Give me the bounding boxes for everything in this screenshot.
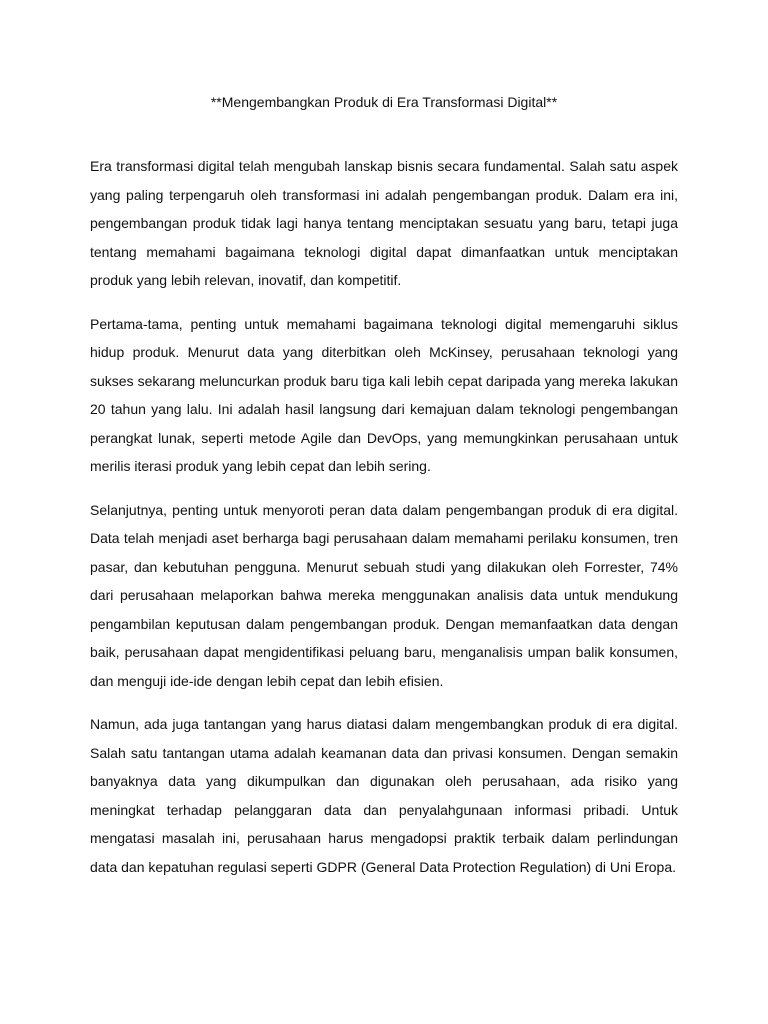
- paragraph-2: Pertama-tama, penting untuk memahami bagaimana teknologi digital memengaruhi siklus hidup produk. Menurut data yang diterbitkan oleh McKinsey, perusahaan teknologi yang sukses sekarang meluncurkan produk baru tiga kali lebih cepat daripada yang mereka lakukan 20 tahun yang lalu. Ini adalah hasil langsung dari kemajuan dalam teknologi pengembangan perangkat lunak, seperti metode Agile dan DevOps, yang memungkinkan perusahaan untuk merilis iterasi produk yang lebih cepat dan lebih sering.: [90, 315, 678, 474]
- document-body: [90, 152, 678, 896]
- document-title: **Mengembangkan Produk di Era Transformasi Digital**: [210, 94, 558, 110]
- paragraph-3: Selanjutnya, penting untuk menyoroti peran data dalam pengembangan produk di era digital. Data telah menjadi aset berharga bagi perusahaan dalam memahami perilaku konsumen, tren pasar, dan kebutuhan pengguna. Menurut sebuah studi yang dilakukan oleh Forrester, 74% dari perusahaan melaporkan bahwa mereka menggunakan analisis data untuk mendukung pengambilan keputusan dalam pengembangan produk. Dengan memanfaatkan data dengan baik, perusahaan dapat mengidentifikasi peluang baru, menganalisis umpan balik konsumen, dan menguji ide-ide dengan lebih cepat dan lebih efisien.: [90, 501, 678, 689]
- paragraph-4: Namun, ada juga tantangan yang harus diatasi dalam mengembangkan produk di era digital. Salah satu tantangan utama adalah keamanan data dan privasi konsumen. Dengan semakin banyaknya data yang dikumpulkan dan digunakan oleh perusahaan, ada risiko yang meningkat terhadap pelanggaran data dan penyalahgunaan informasi pribadi. Untuk mengatasi masalah ini, perusahaan harus mengadopsi praktik terbaik dalam perlindungan data dan kepatuhan regulasi seperti GDPR (General Data Protection Regulation) di Uni Eropa.: [90, 716, 678, 875]
- paragraph-1: Era transformasi digital telah mengubah lanskap bisnis secara fundamental. Salah satu aspek yang paling terpengaruh oleh transformasi ini adalah pengembangan produk. Dalam era ini, pengembangan produk tidak lagi hanya tentang menciptakan sesuatu yang baru, tetapi juga tentang memahami bagaimana teknologi digital dapat dimanfaatkan untuk menciptakan produk yang lebih relevan, inovatif, dan kompetitif.: [90, 158, 678, 288]
